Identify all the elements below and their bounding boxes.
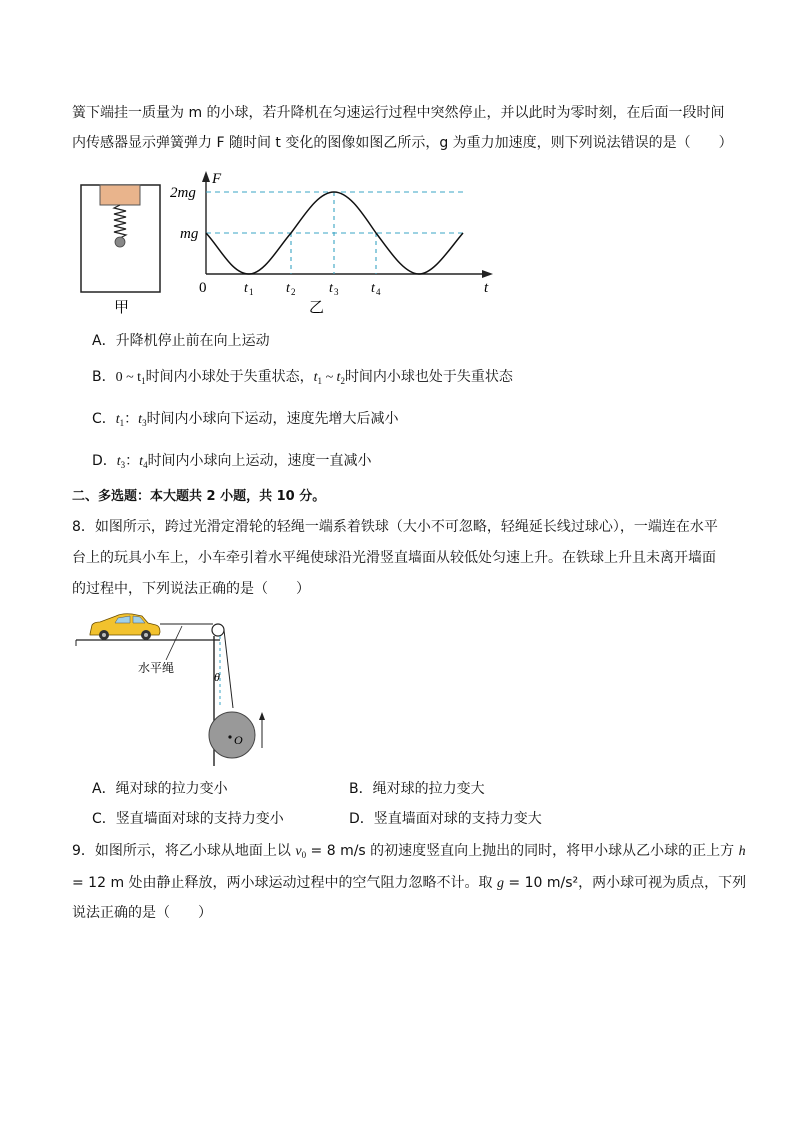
q7-option-d[interactable]: D．$t_3$：$t_4$时间内小球向上运动，速度一直减小 xyxy=(92,453,372,470)
q8-option-b[interactable]: B．绳对球的拉力变大 xyxy=(349,781,485,797)
label-yi: 乙 xyxy=(309,300,325,316)
q8-stem-line1: 8．如图所示，跨过光滑定滑轮的轻绳一端系着铁球（大小不可忽略，轻绳延长线过球心），一端连在水平 xyxy=(72,519,718,535)
iron-ball xyxy=(209,712,255,758)
figure-q8 xyxy=(70,608,290,768)
q8-stem-line3: 的过程中，下列说法正确的是（ ） xyxy=(72,581,310,597)
label-t2: t xyxy=(286,281,290,296)
axis-label-F: F xyxy=(212,171,222,187)
q9-stem-line3: 说法正确的是（ ） xyxy=(72,905,212,921)
q8-stem-line2: 台上的玩具小车上，小车牵引着水平绳使球沿光滑竖直墙面从较低处匀速上升。在铁球上升且未离开墙面 xyxy=(72,550,716,566)
label-t4: t xyxy=(371,281,375,296)
label-t1: t xyxy=(244,281,248,296)
label-jia: 甲 xyxy=(114,300,130,316)
figure-yi xyxy=(168,168,504,316)
q8-option-a[interactable]: A．绳对球的拉力变小 xyxy=(92,781,228,797)
q8-option-c[interactable]: C．竖直墙面对球的支持力变小 xyxy=(92,811,284,827)
label-horizontal-rope: 水平绳 xyxy=(138,661,175,675)
force-sensor xyxy=(100,185,140,205)
label-origin: 0 xyxy=(199,280,207,296)
label-t3-sub: 3 xyxy=(334,287,339,297)
q7-option-b[interactable]: B．0 ~ $t_1$时间内小球处于失重状态，$t_1$ ~ $t_2$时间内小球也处于失重状态 xyxy=(92,369,513,386)
label-O: O xyxy=(234,733,243,747)
spring xyxy=(114,205,126,238)
label-t1-sub: 1 xyxy=(249,287,254,297)
ball xyxy=(115,237,125,247)
label-2mg: 2mg xyxy=(170,185,196,201)
figure-jia xyxy=(78,178,168,318)
q7-option-a[interactable]: A．升降机停止前在向上运动 xyxy=(92,333,270,349)
q7-stem-line1: 簧下端挂一质量为 m 的小球，若升降机在匀速运行过程中突然停止，并以此时为零时刻，在后面一段时间 xyxy=(72,105,725,121)
q9-stem-line2: = 12 m 处由静止释放，两小球运动过程中的空气阻力忽略不计。取 g = 10 m/s²，两小球可视为质点，下列 xyxy=(72,875,747,891)
axis-label-t: t xyxy=(484,280,489,296)
label-t4-sub: 4 xyxy=(376,287,381,297)
label-t2-sub: 2 xyxy=(291,287,296,297)
toy-car xyxy=(90,614,160,640)
q9-stem-line1: 9．如图所示，将乙小球从地面上以 $v_0 = 8$ m/s 的初速度竖直向上抛出的同时，将甲小球从乙小球的正上方 h xyxy=(72,843,746,860)
q7-option-c[interactable]: C．$t_1$：$t_3$时间内小球向下运动，速度先增大后减小 xyxy=(92,411,399,428)
section-heading: 二、多选题：本大题共 2 小题，共 10 分。 xyxy=(72,489,326,504)
pulley xyxy=(212,624,224,636)
q8-option-d[interactable]: D．竖直墙面对球的支持力变大 xyxy=(349,811,542,827)
label-mg: mg xyxy=(180,226,199,242)
label-t3: t xyxy=(329,281,333,296)
label-theta: θ xyxy=(214,670,220,684)
q7-stem-line2: 内传感器显示弹簧弹力 F 随时间 t 变化的图像如图乙所示，g 为重力加速度，则下列说法错误的是（ ） xyxy=(72,135,733,151)
